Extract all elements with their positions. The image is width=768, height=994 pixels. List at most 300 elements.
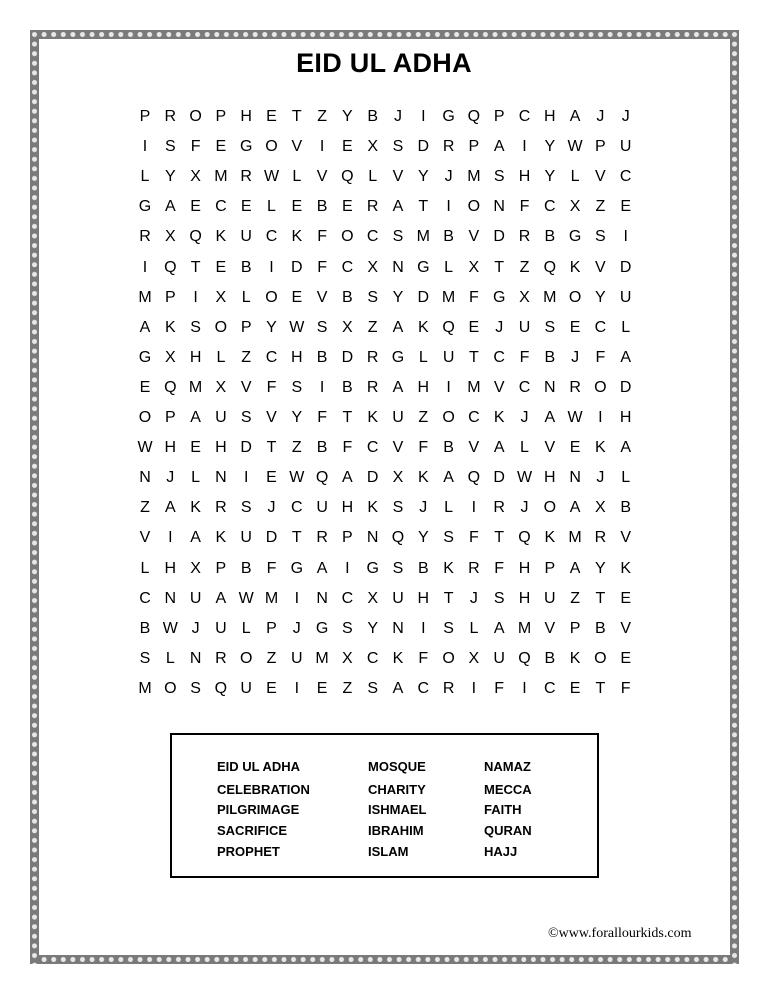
- grid-letter: R: [366, 348, 379, 366]
- grid-letter: P: [544, 559, 556, 577]
- grid-letter: A: [164, 499, 176, 517]
- grid-letter: A: [190, 529, 201, 547]
- grid-letter: B: [139, 619, 151, 637]
- grid-letter: O: [594, 649, 607, 667]
- grid-letter: V: [316, 168, 328, 186]
- grid-letter: D: [619, 378, 632, 396]
- grid-letter: I: [446, 198, 451, 216]
- grid-letter: S: [367, 288, 379, 306]
- grid-letter: P: [595, 138, 606, 156]
- grid-letter: K: [417, 318, 429, 336]
- grid-letter: X: [342, 318, 353, 336]
- grid-letter: B: [342, 378, 353, 396]
- grid-letter: Y: [367, 619, 379, 637]
- word: IBRAHIM: [368, 823, 424, 838]
- grid-letter: F: [317, 258, 327, 276]
- grid-letter: L: [621, 469, 631, 487]
- grid-letter: O: [189, 108, 202, 125]
- grid-letter: P: [164, 409, 176, 426]
- grid-letter: Q: [543, 258, 557, 276]
- grid-letter: H: [619, 409, 632, 426]
- grid-letter: N: [164, 589, 177, 607]
- grid-letter: J: [571, 348, 580, 366]
- grid-letter: K: [493, 409, 505, 426]
- grid-letter: A: [493, 619, 505, 637]
- grid-letter: E: [240, 198, 252, 216]
- grid-letter: B: [544, 649, 556, 667]
- grid-letter: A: [392, 378, 404, 396]
- grid-letter: F: [494, 559, 505, 577]
- grid-letter: G: [239, 138, 253, 156]
- grid-letter: G: [138, 198, 152, 216]
- grid-letter: Y: [392, 288, 404, 306]
- grid-letter: K: [215, 228, 227, 246]
- grid-letter: R: [366, 378, 379, 396]
- word: QURAN: [484, 823, 532, 838]
- grid-letter: Y: [417, 168, 429, 186]
- grid-letter: U: [240, 529, 252, 547]
- grid-letter: S: [291, 378, 303, 396]
- grid-letter: U: [518, 318, 531, 336]
- word: ISLAM: [368, 844, 409, 859]
- grid-letter: M: [214, 168, 228, 186]
- border-top: [30, 30, 739, 39]
- grid-letter: H: [544, 469, 556, 487]
- grid-letter: S: [392, 138, 404, 156]
- grid-letter: T: [595, 589, 606, 607]
- grid-letter: A: [493, 439, 505, 457]
- grid-letter: J: [191, 619, 200, 637]
- grid-letter: V: [468, 228, 480, 246]
- grid-letter: H: [341, 499, 354, 517]
- grid-letter: S: [164, 138, 176, 156]
- grid-letter: U: [619, 138, 632, 156]
- grid-letter: O: [265, 138, 278, 156]
- grid-letter: P: [215, 108, 227, 125]
- word: FAITH: [484, 802, 522, 817]
- grid-letter: E: [266, 108, 277, 125]
- grid-letter: M: [543, 288, 557, 306]
- grid-letter: A: [215, 589, 227, 607]
- grid-letter: J: [596, 469, 605, 487]
- grid-letter: R: [442, 679, 455, 697]
- grid-letter: S: [367, 679, 379, 697]
- grid-letter: Z: [519, 258, 530, 276]
- grid-letter: F: [469, 529, 479, 547]
- border-right: [730, 30, 739, 964]
- grid-letter: F: [595, 348, 606, 366]
- grid-letter: L: [570, 168, 580, 186]
- grid-letter: R: [493, 499, 505, 517]
- grid-letter: T: [291, 529, 302, 547]
- grid-letter: L: [241, 619, 251, 637]
- grid-letter: U: [240, 679, 252, 697]
- grid-letter: C: [468, 409, 480, 426]
- grid-letter: O: [341, 228, 354, 246]
- grid-letter: S: [240, 499, 252, 517]
- grid-letter: A: [493, 138, 505, 156]
- grid-letter: P: [468, 138, 480, 156]
- grid-letter: J: [520, 409, 529, 426]
- grid-letter: E: [569, 439, 581, 457]
- grid-letter: H: [164, 559, 177, 577]
- grid-letter: H: [417, 378, 430, 396]
- grid-letter: I: [598, 409, 603, 426]
- grid-letter: V: [544, 619, 556, 637]
- grid-letter: X: [519, 288, 530, 306]
- grid-letter: A: [443, 469, 454, 487]
- grid-letter: E: [569, 318, 581, 336]
- grid-letter: M: [264, 589, 279, 607]
- grid-letter: X: [392, 469, 404, 487]
- grid-letter: G: [391, 348, 405, 366]
- grid-letter: V: [316, 288, 328, 306]
- grid-letter: L: [292, 168, 302, 186]
- grid-letter: A: [569, 499, 581, 517]
- grid-letter: Y: [164, 168, 176, 186]
- grid-letter: C: [366, 649, 379, 667]
- grid-letter: U: [442, 348, 455, 366]
- grid-letter: W: [263, 168, 280, 186]
- grid-letter: Z: [570, 589, 580, 607]
- grid-letter: I: [269, 258, 274, 276]
- grid-letter: N: [493, 198, 505, 216]
- grid-letter: E: [190, 439, 201, 457]
- grid-letter: V: [266, 409, 277, 426]
- grid-letter: E: [139, 378, 151, 396]
- grid-letter: T: [291, 108, 302, 125]
- grid-letter: R: [215, 499, 227, 517]
- word: ISHMAEL: [368, 802, 427, 817]
- grid-letter: H: [518, 589, 531, 607]
- grid-letter: L: [418, 348, 428, 366]
- grid-letter: B: [240, 559, 252, 577]
- grid-letter: F: [317, 228, 327, 246]
- grid-letter: E: [620, 198, 632, 216]
- grid-letter: T: [418, 198, 429, 216]
- grid-letter: B: [367, 108, 379, 125]
- grid-letter: H: [164, 439, 177, 457]
- grid-letter: X: [468, 649, 480, 667]
- grid-letter: F: [494, 679, 505, 697]
- page-title: EID UL ADHA: [296, 48, 472, 78]
- grid-letter: Q: [315, 469, 329, 487]
- grid-letter: L: [469, 619, 479, 637]
- grid-letter: W: [516, 469, 533, 487]
- grid-letter: E: [266, 679, 277, 697]
- grid-letter: R: [316, 529, 328, 547]
- grid-letter: X: [595, 499, 606, 517]
- grid-letter: V: [139, 529, 151, 547]
- grid-letter: O: [239, 649, 253, 667]
- grid-letter: S: [493, 168, 505, 186]
- grid-letter: Z: [140, 499, 150, 517]
- grid-letter: K: [544, 529, 556, 547]
- grid-letter: E: [215, 138, 227, 156]
- grid-letter: O: [594, 378, 607, 396]
- grid-letter: O: [442, 649, 455, 667]
- grid-letter: I: [623, 228, 628, 246]
- grid-letter: V: [595, 168, 606, 186]
- grid-letter: Y: [417, 529, 429, 547]
- grid-letter: U: [493, 649, 505, 667]
- grid-letter: I: [193, 288, 198, 306]
- grid-letter: H: [291, 348, 303, 366]
- word: CELEBRATION: [217, 782, 310, 797]
- word: PILGRIMAGE: [217, 802, 300, 817]
- border-left: [30, 30, 39, 964]
- grid-letter: W: [162, 619, 178, 637]
- grid-letter: C: [366, 439, 379, 457]
- grid-letter: Z: [418, 409, 429, 426]
- grid-letter: F: [190, 138, 201, 156]
- word: EID UL ADHA: [217, 759, 301, 774]
- grid-letter: I: [522, 679, 527, 697]
- grid-letter: L: [621, 318, 631, 336]
- grid-letter: B: [316, 348, 328, 366]
- grid-letter: P: [493, 108, 505, 125]
- grid-letter: E: [620, 649, 632, 667]
- grid-letter: C: [518, 378, 531, 396]
- grid-letter: R: [164, 108, 177, 125]
- grid-letter: E: [316, 679, 328, 697]
- grid-letter: B: [342, 288, 353, 306]
- grid-letter: S: [595, 228, 606, 246]
- grid-letter: F: [469, 288, 479, 306]
- grid-letter: S: [443, 529, 454, 547]
- grid-letter: C: [366, 228, 379, 246]
- grid-letter: T: [595, 679, 606, 697]
- word: PROPHET: [217, 844, 280, 859]
- grid-letter: Z: [266, 649, 277, 667]
- grid-letter: P: [139, 108, 151, 125]
- grid-letter: U: [392, 409, 404, 426]
- grid-letter: C: [215, 198, 227, 216]
- word: HAJJ: [484, 844, 518, 859]
- grid-letter: V: [392, 439, 404, 457]
- grid-letter: T: [266, 439, 277, 457]
- grid-letter: J: [596, 108, 605, 125]
- grid-letter: F: [342, 439, 353, 457]
- grid-letter: K: [215, 529, 227, 547]
- grid-letter: J: [166, 469, 175, 487]
- grid-letter: Y: [266, 318, 277, 336]
- grid-letter: M: [315, 649, 329, 667]
- grid-letter: K: [190, 499, 201, 517]
- grid-letter: Q: [467, 469, 481, 487]
- grid-letter: E: [190, 198, 201, 216]
- grid-letter: A: [316, 559, 328, 577]
- grid-letter: K: [443, 559, 454, 577]
- grid-letter: E: [342, 138, 353, 156]
- grid-letter: G: [366, 559, 379, 577]
- grid-letter: V: [468, 439, 480, 457]
- grid-letter: N: [544, 378, 556, 396]
- grid-letter: O: [265, 288, 278, 306]
- grid-letter: F: [519, 198, 530, 216]
- grid-letter: U: [291, 649, 303, 667]
- grid-letter: R: [366, 198, 379, 216]
- grid-letter: X: [215, 378, 227, 396]
- grid-letter: K: [569, 258, 581, 276]
- grid-letter: R: [442, 138, 455, 156]
- grid-letter: R: [569, 378, 581, 396]
- grid-letter: P: [164, 288, 176, 306]
- grid-letter: I: [446, 378, 451, 396]
- grid-letter: X: [342, 649, 353, 667]
- grid-letter: M: [138, 288, 152, 306]
- grid-letter: I: [471, 679, 477, 697]
- word: NAMAZ: [484, 759, 531, 774]
- grid-letter: B: [240, 258, 252, 276]
- grid-letter: Q: [164, 258, 177, 276]
- grid-letter: S: [443, 619, 454, 637]
- grid-letter: X: [164, 228, 176, 246]
- grid-letter: K: [620, 559, 632, 577]
- grid-letter: Q: [442, 318, 455, 336]
- grid-letter: A: [569, 559, 581, 577]
- border-bottom: [30, 955, 739, 964]
- grid-letter: X: [190, 559, 201, 577]
- grid-letter: B: [316, 198, 328, 216]
- grid-letter: G: [138, 348, 152, 366]
- grid-letter: S: [392, 499, 404, 517]
- grid-letter: W: [289, 318, 305, 336]
- grid-letter: A: [392, 679, 404, 697]
- grid-letter: N: [392, 258, 404, 276]
- grid-letter: Z: [342, 679, 353, 697]
- grid-letter: T: [469, 348, 479, 366]
- grid-letter: V: [240, 378, 252, 396]
- grid-letter: O: [442, 409, 455, 426]
- grid-letter: Y: [342, 108, 353, 125]
- grid-letter: S: [190, 318, 201, 336]
- grid-letter: A: [620, 439, 632, 457]
- grid-letter: I: [345, 559, 350, 577]
- grid-letter: A: [569, 108, 581, 125]
- word: MOSQUE: [368, 759, 426, 774]
- grid-letter: O: [568, 288, 582, 306]
- grid-letter: I: [294, 589, 300, 607]
- grid-letter: H: [518, 168, 531, 186]
- grid-letter: M: [138, 679, 152, 697]
- grid-letter: I: [142, 138, 148, 156]
- grid-letter: A: [190, 409, 201, 426]
- grid-letter: Y: [595, 288, 606, 306]
- grid-letter: T: [342, 409, 353, 426]
- grid-letter: F: [418, 649, 429, 667]
- grid-letter: Y: [544, 138, 556, 156]
- grid-letter: R: [240, 168, 252, 186]
- grid-letter: C: [139, 589, 151, 607]
- grid-letter: C: [544, 198, 556, 216]
- grid-letter: G: [290, 559, 304, 577]
- grid-letter: F: [620, 679, 631, 697]
- grid-letter: V: [392, 168, 404, 186]
- grid-letter: J: [495, 318, 504, 336]
- grid-letter: C: [341, 589, 354, 607]
- grid-letter: G: [417, 258, 430, 276]
- grid-letter: E: [342, 198, 353, 216]
- grid-letter: Y: [595, 559, 606, 577]
- grid-letter: S: [544, 318, 556, 336]
- grid-letter: I: [421, 108, 426, 125]
- grid-letter: L: [216, 348, 226, 366]
- grid-letter: D: [493, 228, 505, 246]
- grid-letter: I: [421, 619, 426, 637]
- grid-letter: I: [471, 499, 477, 517]
- grid-letter: G: [568, 228, 582, 246]
- grid-letter: A: [620, 348, 632, 366]
- grid-letter: M: [416, 228, 430, 246]
- grid-letter: R: [518, 228, 531, 246]
- grid-letter: D: [240, 439, 252, 457]
- grid-letter: W: [238, 589, 254, 607]
- grid-letter: H: [417, 589, 430, 607]
- grid-letter: N: [569, 469, 581, 487]
- grid-letter: R: [139, 228, 151, 246]
- grid-letter: Z: [367, 318, 378, 336]
- grid-letter: W: [137, 439, 153, 457]
- grid-letter: S: [392, 559, 404, 577]
- grid-letter: V: [291, 138, 303, 156]
- grid-letter: A: [544, 409, 556, 426]
- grid-letter: X: [164, 348, 176, 366]
- grid-letter: H: [189, 348, 202, 366]
- grid-letter: P: [266, 619, 277, 637]
- grid-letter: Z: [317, 108, 327, 125]
- grid-letter: Z: [291, 439, 302, 457]
- grid-letter: X: [468, 258, 480, 276]
- grid-letter: O: [214, 318, 228, 336]
- word: CHARITY: [368, 782, 426, 797]
- grid-letter: I: [142, 258, 148, 276]
- grid-letter: I: [294, 679, 300, 697]
- grid-letter: O: [467, 198, 481, 216]
- grid-letter: X: [215, 288, 227, 306]
- grid-letter: A: [392, 318, 404, 336]
- grid-letter: B: [544, 348, 556, 366]
- grid-letter: B: [544, 228, 556, 246]
- grid-letter: M: [188, 378, 203, 396]
- grid-letter: E: [291, 288, 303, 306]
- grid-letter: O: [138, 409, 152, 426]
- grid-letter: L: [241, 288, 251, 306]
- grid-letter: J: [267, 499, 276, 517]
- grid-letter: L: [140, 559, 150, 577]
- grid-letter: D: [265, 529, 278, 547]
- grid-letter: H: [518, 559, 531, 577]
- grid-letter: K: [417, 469, 429, 487]
- grid-letter: C: [594, 318, 607, 336]
- grid-letter: F: [519, 348, 530, 366]
- grid-letter: J: [292, 619, 301, 637]
- grid-letter: M: [441, 288, 456, 306]
- grid-letter: X: [367, 138, 379, 156]
- grid-letter: K: [392, 649, 404, 667]
- grid-letter: Q: [467, 108, 481, 125]
- word: SACRIFICE: [217, 823, 288, 838]
- grid-letter: A: [164, 198, 176, 216]
- grid-letter: C: [619, 168, 632, 186]
- grid-letter: V: [595, 258, 606, 276]
- grid-letter: L: [520, 439, 529, 457]
- grid-letter: E: [266, 469, 277, 487]
- grid-letter: D: [493, 469, 505, 487]
- grid-letter: B: [443, 439, 454, 457]
- grid-letter: I: [319, 138, 325, 156]
- grid-letter: T: [494, 258, 505, 276]
